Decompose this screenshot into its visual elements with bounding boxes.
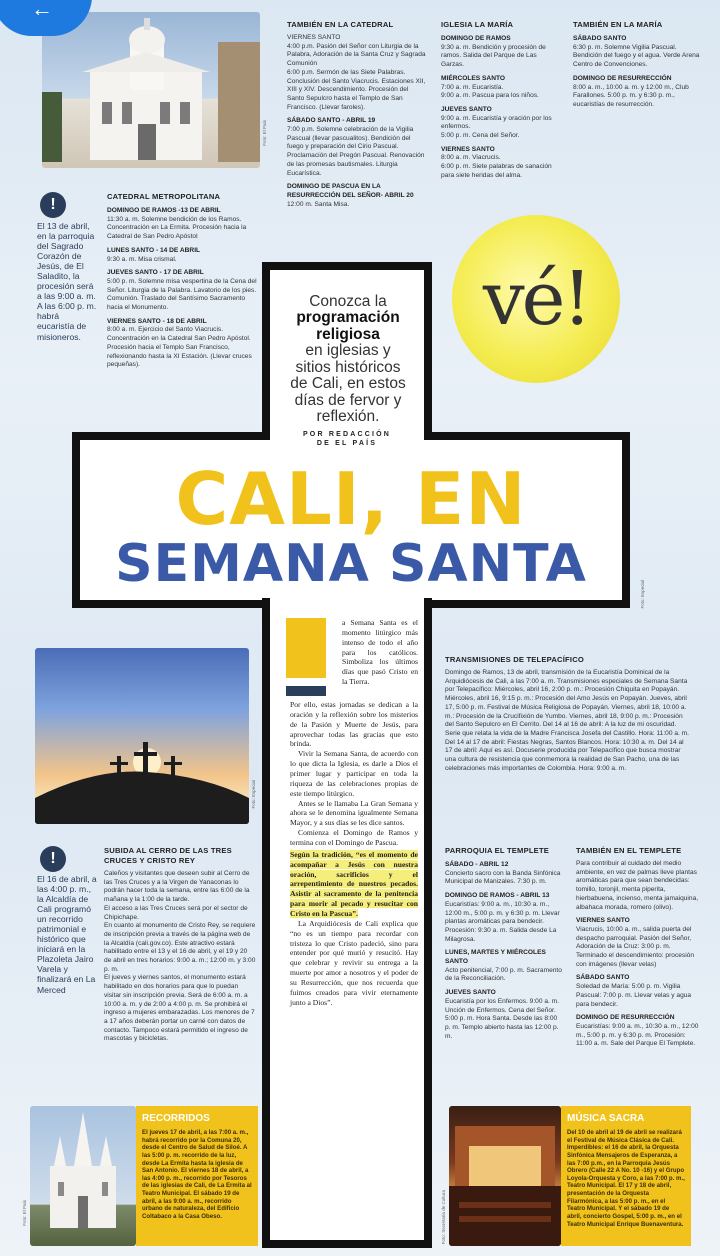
tambien-templete-sub1: VIERNES SANTO bbox=[576, 917, 630, 925]
intro-p1: Conozca la bbox=[309, 293, 387, 310]
telepacifico-text: Domingo de Ramos, 13 de abril, transmisión de la Eucaristía Dominical de la Arquidiócesis de Cali, a las 7:00 a. m. Transmisiones especiales de Semana Santa por Telepacífico: Miércoles, abril 16, 2:00 p. m.: Procesión Chiquita en Popayán. Miércoles, abril 16, 9:15 p. m.: Procesión del Amo Jesús en Popayán. Jueves, abril 17, 5:00 p. m. Festival de Música Religiosa de Popayán. Viernes, abril 18, 10:00 a. m.: Procesión de la Crucifixión de Yumbo. Viernes, abril 18, 9:00 p. m.: Procesión del Santo Sepulcro en El Cerrito. Del 14 al 16 de abril: A la luz de mi oscuridad. Serie que relata la vida de la Madre Francisca Josefa del Castillo. Hora: 11:00 a. m. Del 14 al 17 de abril: Fiestas Negras, Santos Blancos. Hora: 10:30 a. m. Del 14 al 17 de abril: Aquí es así. Docuserie producida por Telepacífico que busca mostrar una cultura de resistencia que conmemora la realidad de San Pacho, una de las celebraciones más importantes de Colombia. Hora: 9:00 a. m. bbox=[445, 669, 689, 772]
tambien-templete-text3: Soledad de María: 5:00 p. m. Vigilia Pascual: 7:00 p. m. Llevar velas y agua para bendecir. bbox=[576, 983, 692, 1008]
catedral-metropolitana-text3: 5:00 p. m. Solemne misa vespertina de la Cena del Señor. Liturgia de la Palabra. Lavatorio de los pies. Comunión. Traslado del Santísimo Sacramento hacia el Monumento. bbox=[107, 277, 257, 312]
article-p5: Comienza el Domingo de Ramos y termina con el Domingo de Pascua. bbox=[290, 828, 418, 848]
subida-title: SUBIDA AL CERRO DE LAS TRES CRUCES Y CRISTO REY bbox=[104, 846, 232, 866]
three-crosses-photo bbox=[35, 648, 249, 824]
teatro-credit: Foto: Secretaría de Cultura bbox=[441, 1190, 446, 1245]
tambien-catedral-text3: 6:00 p.m. Sermón de las Siete Palabras. Conclusión del Santo Viacrucis. Estaciones XII, XIII y XIV. Descendimiento. Procesión del Santo Sepulcro hasta el Templo de San Francisco. (Llevar faroles). bbox=[287, 68, 426, 111]
iglesia-maria-sub1: DOMINGO DE RAMOS bbox=[441, 35, 511, 43]
iglesia-maria-text7: 6:00 p. m. Siete palabras de sanación para siete heridas del alma. bbox=[441, 163, 552, 179]
drop-cap-bar bbox=[286, 686, 326, 696]
subida-column bbox=[104, 846, 256, 1044]
exclamation-icon: ! bbox=[40, 192, 66, 218]
iglesia-maria-sub3: JUEVES SANTO bbox=[441, 105, 492, 113]
cross-credit: Foto: Especial bbox=[640, 580, 645, 609]
article-p4: Antes se le llamaba La Gran Semana y ahora se le denomina igualmente Semana Mayor, y a sus días se les dice santos. bbox=[290, 798, 418, 828]
iglesia-maria-sub4: VIERNES SANTO bbox=[441, 145, 495, 153]
templete-title: PARROQUIA EL TEMPLETE bbox=[445, 846, 550, 855]
catedral-metropolitana-sub4: VIERNES SANTO - 18 DE ABRIL bbox=[107, 317, 207, 325]
templete-text4: Eucaristía por los Enfermos. 9:00 a. m. Unción de Enfermos. Cena del Señor. 5:00 p. m. Hora Santa. Desde las 8:00 p. m. Templo abierto hasta las 12:00 p. m. bbox=[445, 997, 559, 1040]
tambien-catedral-text1: VIERNES SANTO bbox=[287, 34, 341, 42]
iglesia-maria-text4: 9:00 a. m. Eucaristía y oración por los enfermos. bbox=[441, 114, 552, 131]
side-note-2: El 16 de abril, a las 4:00 p. m., la Alcaldía de Cali programó un recorrido patrimonial e histórico que iniciará en la Plazoleta Jairo Varela y finalizará en La Merced bbox=[37, 874, 97, 995]
headline-line1: CALI, EN bbox=[175, 457, 527, 541]
catedral-credit: Foto: El País bbox=[262, 120, 267, 146]
tambien-catedral-sub2: SÁBADO SANTO - ABRIL 19 bbox=[287, 117, 376, 125]
ve-logo-text: vé! bbox=[482, 256, 590, 342]
iglesia-maria-text3: 9:00 a. m. Pascua para los niños. bbox=[441, 92, 539, 100]
tambien-templete-title: TAMBIÉN EN EL TEMPLETE bbox=[576, 846, 682, 855]
byline: POR REDACCIÓN DE EL PAÍS bbox=[302, 431, 392, 448]
templete-sub3: LUNES, MARTES Y MIÉRCOLES SANTO bbox=[445, 949, 546, 966]
catedral-metropolitana-sub3: JUEVES SANTO - 17 DE ABRIL bbox=[107, 269, 204, 277]
subida-text3: En cuanto al monumento de Cristo Rey, se requiere de inscripción previa a través de la página web de la Alcaldía (cali.gov.co). Este atractivo estará habilitado entre el 13 y el 16 de abril, y el 19 y 20 de abril en tres horarios: 9:00 a. m.; 12:00 m. y 3:00 p. m. bbox=[104, 922, 256, 973]
crosses-credit: Foto: Especial bbox=[251, 780, 256, 809]
musica-sacra-box bbox=[561, 1106, 691, 1246]
ve-logo bbox=[452, 215, 620, 383]
recorridos-title: RECORRIDOS bbox=[142, 1113, 210, 1124]
tambien-catedral-sub3: DOMINGO DE PASCUA EN LA RESURRECCIÓN DEL SEÑOR- ABRIL 20 bbox=[287, 183, 414, 199]
tambien-templete-text1: Para contribuir al cuidado del medio ambiente, en vez de palmas lleve plantas aromáticas para que sean bendecidas: tomillo, toronjil, menta piperita, hierbabuena, incienso, menta jamaiquina, albahaca morada, romero (olivo). bbox=[576, 860, 699, 911]
templete-sub2: DOMINGO DE RAMOS - ABRIL 13 bbox=[445, 892, 550, 900]
tambien-templete-text2: Viacrucis, 10:00 a. m., salida puerta del despacho parroquial. Pasión del Señor, Adoración de la Cruz: 3:00 p. m. Terminado el descendimiento: procesión con imágenes (llevar velas) bbox=[576, 925, 695, 968]
arrow-left-icon: ← bbox=[31, 0, 53, 21]
ermita-credit: Foto: El País bbox=[22, 1200, 27, 1226]
templete-text3: Acto penitencial, 7:00 p. m. Sacramento de la Reconciliación. bbox=[445, 966, 562, 983]
catedral-metropolitana-text2: 9:30 a. m. Misa crismal. bbox=[107, 255, 177, 263]
catedral-metropolitana-column bbox=[107, 192, 259, 370]
tambien-catedral-title: TAMBIÉN EN LA CATEDRAL bbox=[287, 20, 394, 29]
templete-text1: Concierto sacro con la Banda Sinfónica Municipal de Manizales. 7:30 p. m. bbox=[445, 869, 561, 886]
tambien-templete-sub2: SÁBADO SANTO bbox=[576, 974, 630, 982]
side-note-1: El 13 de abril, en la parroquia del Sagrado Corazón de Jesús, de El Saladito, la procesión será a las 9:00 a. m. A las 6:00 p. m. habrá eucaristía de misioneros. bbox=[37, 221, 97, 342]
intro-p2: programación religiosa bbox=[296, 309, 400, 343]
subida-text4: El jueves y viernes santos, el monumento estará habilitado en dos horarios para que lo puedan visitar sin inscripción previa. Será de 6:00 a. m. a 10:00 a. m. y de 2:00 a 4:00 p. m. Se prohibirá el ingreso a mujeres embarazadas. Los menores de 7 a 17 años deberán portar un carné con datos de contacto. Tampoco estará permitido el ingreso de mascotas y bicicletas. bbox=[104, 974, 255, 1043]
drop-cap-block bbox=[286, 618, 326, 678]
article-p1: a Semana Santa es el momento litúrgico más intenso de todo el año para los católicos. Simboliza los últimos días que pasó Cristo en la Tierra. bbox=[342, 618, 418, 687]
telepacifico-column bbox=[445, 655, 691, 773]
catedral-metropolitana-sub1: DOMINGO DE RAMOS -13 DE ABRIL bbox=[107, 207, 221, 215]
iglesia-maria-text2: 7:00 a. m. Eucaristía. bbox=[441, 83, 504, 91]
tambien-maria-column bbox=[573, 20, 701, 110]
tambien-maria-text2: 8:00 a. m., 10:00 a. m. y 12:00 m., Club Farallones. 5:00 p. m. y 6:30 p. m., eucaristías de resurrección. bbox=[573, 83, 689, 108]
templete-text2: Eucaristías: 9:00 a. m., 10:30 a. m., 12:00 m., 5:00 p. m. y 6:30 p. m. Llevar plantas aromáticas para bendecir. Procesión: 9:30 a. m. Salida desde La Milagrosa. bbox=[445, 900, 560, 943]
iglesia-maria-column bbox=[441, 20, 559, 181]
tambien-catedral-text5: 12:00 m. Santa Misa. bbox=[287, 200, 350, 208]
musica-sacra-title: MÚSICA SACRA bbox=[567, 1113, 645, 1124]
tambien-templete-sub3: DOMINGO DE RESURRECCIÓN bbox=[576, 1014, 675, 1022]
templete-sub1: SÁBADO - ABRIL 12 bbox=[445, 861, 509, 869]
headline-line2: SEMANA SANTA bbox=[115, 534, 587, 594]
exclamation-icon-2: ! bbox=[40, 846, 66, 872]
catedral-metropolitana-text4: 8:00 a. m. Ejercicio del Santo Viacrucis. Concentración en la Catedral San Pedro Apóstol. Procesión hacia el Templo San Francisco, reflexionando hasta la XI Estación. (Llevar cruces pequeñas). bbox=[107, 326, 252, 369]
cross-joint-lower bbox=[270, 600, 424, 610]
tambien-templete-column bbox=[576, 846, 700, 1049]
iglesia-maria-sub2: MIÉRCOLES SANTO bbox=[441, 74, 505, 82]
article-body bbox=[290, 700, 418, 1008]
article-p2: Por ello, estas jornadas se dedican a la oración y la reflexión sobre los misterios de la Pasión y Muerte de Jesús, para aprovechar todas las gracias que esto brinda. bbox=[290, 700, 418, 749]
tambien-catedral-column bbox=[287, 20, 427, 209]
tambien-maria-sub1: SÁBADO SANTO bbox=[573, 35, 627, 43]
catedral-metropolitana-text1: 11:30 a. m. Solemne bendición de los Ramos. Concentración en La Ermita. Procesión hacia la Catedral de San Pedro Apóstol bbox=[107, 215, 247, 241]
catedral-metropolitana-sub2: LUNES SANTO - 14 DE ABRIL bbox=[107, 246, 201, 254]
iglesia-maria-text6: 8:00 a. m. Viacrucis. bbox=[441, 154, 501, 162]
iglesia-maria-title: IGLESIA LA MARÍA bbox=[441, 20, 514, 29]
catedral-metropolitana-title: CATEDRAL METROPOLITANA bbox=[107, 192, 221, 201]
ermita-photo bbox=[30, 1106, 136, 1246]
tambien-catedral-text2: 4:00 p.m. Pasión del Señor con Liturgia de la Palabra, Adoración de la Santa Cruz y Sagrada Comunión bbox=[287, 42, 426, 68]
tambien-templete-text4: Eucaristías: 9:00 a. m., 10:30 a. m., 12:00 m., 5:00 p. m. y 6:30 p. m. Procesión: 11:00 a. m. Sale del Parque El Templete. bbox=[576, 1022, 699, 1048]
templete-sub4: JUEVES SANTO bbox=[445, 989, 496, 997]
iglesia-maria-text1: 9:30 a. m. Bendición y procesión de ramos. Salida del Parque de Las Garzas. bbox=[441, 43, 546, 69]
tambien-maria-sub2: DOMINGO DE RESURRECCIÓN bbox=[573, 74, 672, 82]
article-p6: Según la tradición, “es el momento de acompañar a Jesús con nuestra oración, sacrificios y el arrepentimiento de nuestros pecados. Asistir al sacramento de la penitencia para morir al pecado y resucitar con Cristo en la Pascua”. bbox=[290, 849, 418, 919]
catedral-photo bbox=[42, 12, 260, 168]
tambien-maria-text1: 6:30 p. m. Solemne Vigilia Pascual. Bendición del fuego y el agua. Verde Arena Centro de Convenciones. bbox=[573, 43, 700, 69]
intro-block bbox=[288, 294, 408, 425]
teatro-photo bbox=[449, 1106, 561, 1246]
subida-text2: El acceso a las Tres Cruces será por el sector de Chipichape. bbox=[104, 904, 248, 921]
recorridos-text: El jueves 17 de abril, a las 7:00 a. m., habrá recorrido por la Comuna 20, desde el Centro de Salud de Siloé. A las 5:00 p. m. recorrido de la luz, desde La Ermita hasta la iglesia de San Antonio. El viernes 18 de abril, a las 4:00 p. m., recorrido por Tesoros de las iglesias de Cali, de La Ermita al Teatro Municipal. El sábado 19 de abril, a las 9:00 a. m., recorrido urbano de naturaleza, del Edificio Coltabaco a la Casa Obeso. bbox=[142, 1129, 252, 1220]
tambien-maria-title: TAMBIÉN EN LA MARÍA bbox=[573, 20, 663, 29]
subida-text1: Caleños y visitantes que deseen subir al Cerro de las Tres Cruces y a la Virgen de Yanaconas lo podrán hacer toda la semana, entre las 6:00 de la mañana y la 1:00 de la tarde. bbox=[104, 870, 250, 904]
intro-p3: en iglesias y sitios históricos de Cali, en estos días de fervor y reflexión. bbox=[290, 342, 406, 425]
article-p3: Vivir la Semana Santa, de acuerdo con lo que dicta la Iglesia, es darle a Dios el primer lugar y participar en toda la riqueza de las celebraciones propias de este tiempo litúrgico. bbox=[290, 749, 418, 798]
article-p7: La Arquidiócesis de Cali explica que “no es un tiempo para recordar con tristeza lo que Cristo padeció, sino para entender por qué murió y resucitó. Hay que celebrar y revivir su entrega a la muerte por amor a nosotros y el poder de su Resurrección, que nos recuerda que fuimos creados para vivir eternamente junto a Dios”. bbox=[290, 918, 418, 1007]
telepacifico-title: TRANSMISIONES DE TELEPACÍFICO bbox=[445, 655, 584, 664]
musica-sacra-text: Del 10 de abril al 19 de abril se realizará el Festival de Música Clásica de Cali. Imperdibles: el 16 de abril, la Orquesta Sinfónica Mensajeros de Esperanza, a las 7:00 p.m., en la Parroquia Jesús Obrero (Calle 22 A No. 10 -16) y el Grupo Loyola-Orquesta y Coro, a las 7:00 p. m., Teatro Municipal. El 17 y 18 de abril, presentación de la Orquesta Filarmónica, a las 5:00 p. m., en el Teatro Municipal. Y el sábado 19 de abril, concierto Gospel, 5:00 p. m., en el Teatro Municipal Enrique Buenaventura. bbox=[567, 1129, 685, 1228]
templete-column bbox=[445, 846, 563, 1041]
tambien-catedral-text4: 7:00 p.m. Solemne celebración de la Vigilia Pascual (llevar pascualitos). Bendición del fuego y preparación del Cirio Pascual. Proclamación del Pregón Pascual. Renovación de las promesas bautismales. Liturgia Eucarística. bbox=[287, 126, 425, 177]
recorridos-box bbox=[136, 1106, 258, 1246]
iglesia-maria-text5: 5:00 p. m. Cena del Señor. bbox=[441, 132, 520, 140]
